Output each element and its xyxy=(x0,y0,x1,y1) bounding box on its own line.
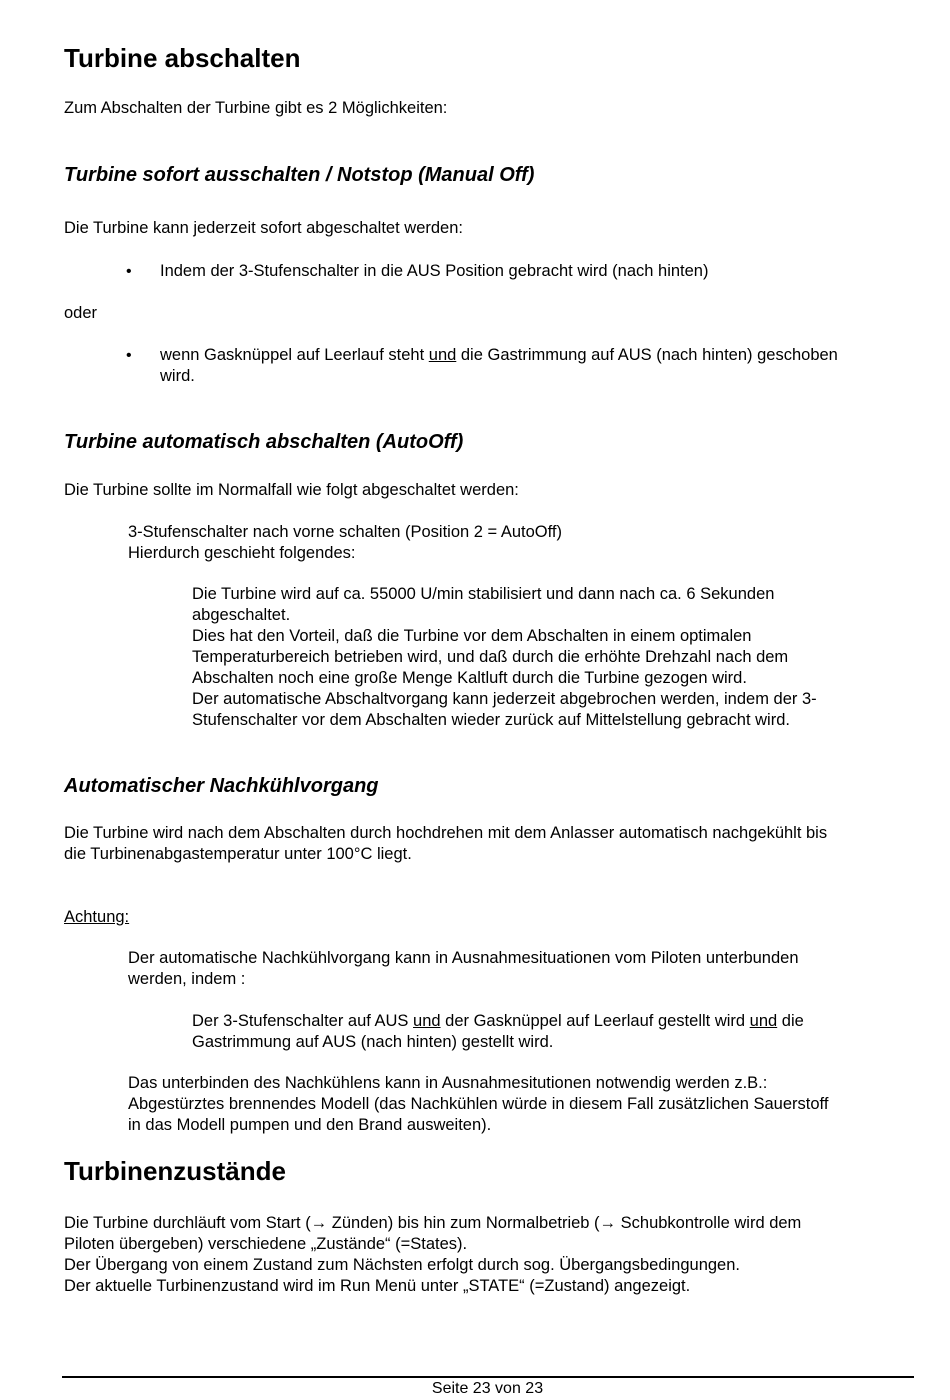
attention-text xyxy=(128,948,799,990)
manual-off-intro: Die Turbine kann jederzeit sofort abgeschaltet werden: xyxy=(64,219,463,237)
paragraph-line: Der aktuelle Turbinenzustand wird im Run Menü unter „STATE“ (=Zustand) angezeigt. xyxy=(64,1277,691,1295)
text-span: der Gasknüppel auf Leerlauf gestellt wird xyxy=(440,1012,750,1030)
detail-line: abgeschaltet. xyxy=(192,606,291,624)
page-number: Seite 23 von 23 xyxy=(431,1380,544,1397)
heading-auto-off: Turbine automatisch abschalten (AutoOff) xyxy=(64,431,464,453)
paragraph-line: Der Übergang von einem Zustand zum Nächsten erfolgt durch sog. Übergangsbedingungen. xyxy=(64,1256,740,1274)
text-span: wenn Gasknüppel auf Leerlauf steht xyxy=(160,346,429,364)
bullet-item-switch xyxy=(126,261,886,282)
detail-line: Stufenschalter vor dem Abschalten wieder zurück auf Mittelstellung gebracht wird. xyxy=(192,711,790,729)
text-span: die Gastrimmung auf AUS (nach hinten) geschoben xyxy=(456,346,838,364)
section-intro: Zum Abschalten der Turbine gibt es 2 Möglichkeiten: xyxy=(64,99,448,117)
heading-manual-off: Turbine sofort ausschalten / Notstop (Manual Off) xyxy=(64,164,535,186)
step-line: 3-Stufenschalter nach vorne schalten (Position 2 = AutoOff) xyxy=(128,523,562,541)
paragraph-line xyxy=(192,1011,804,1032)
bullet-icon: • xyxy=(126,263,132,280)
paragraph-line: in das Modell pumpen und den Brand ausweiten). xyxy=(128,1116,492,1134)
text-span: Der 3-Stufenschalter auf AUS xyxy=(192,1012,414,1030)
paragraph-line: Piloten übergeben) verschiedene „Zustände“ (=States). xyxy=(64,1235,468,1253)
paragraph-line: Die Turbine wird nach dem Abschalten durch hochdrehen mit dem Anlasser automatisch nachgekühlt bis xyxy=(64,824,828,842)
auto-off-details xyxy=(192,584,817,731)
underlined-text: und xyxy=(428,346,457,364)
or-text: oder xyxy=(64,304,98,322)
cooldown-paragraph xyxy=(64,823,914,865)
paragraph-line: Abgestürztes brennendes Modell (das Nachkühlen würde in diesem Fall zusätzlichen Sauerstoff xyxy=(128,1095,829,1113)
paragraph-line: werden, indem : xyxy=(128,970,246,988)
detail-line: Der automatische Abschaltvorgang kann jederzeit abgebrochen werden, indem der 3- xyxy=(192,690,817,708)
auto-off-intro: Die Turbine sollte im Normalfall wie folgt abgeschaltet werden: xyxy=(64,481,519,499)
footer-divider xyxy=(62,1376,914,1378)
bullet-text: Indem der 3-Stufenschalter in die AUS Position gebracht wird (nach hinten) xyxy=(160,262,709,280)
section-title-turbine-abschalten: Turbine abschalten xyxy=(64,43,301,73)
bullet-icon: • xyxy=(126,347,132,364)
states-paragraph xyxy=(64,1213,904,1297)
bullet-text xyxy=(160,345,886,387)
paragraph-line: die Turbinenabgastemperatur unter 100°C liegt. xyxy=(64,845,412,863)
attention-condition xyxy=(192,1011,804,1053)
attention-label: Achtung: xyxy=(64,908,130,926)
attention-note xyxy=(128,1073,928,1136)
text-span: die xyxy=(777,1012,804,1030)
underlined-text: und xyxy=(749,1012,778,1030)
paragraph-line: Das unterbinden des Nachkühlens kann in Ausnahmesitutionen notwendig werden z.B.: xyxy=(128,1074,768,1092)
paragraph-line: Die Turbine durchläuft vom Start (→ Zünden) bis hin zum Normalbetrieb (→ Schubkontrolle wird dem xyxy=(64,1214,802,1232)
detail-line: Dies hat den Vorteil, daß die Turbine vor dem Abschalten in einem optimalen xyxy=(192,627,752,645)
paragraph-line: Der automatische Nachkühlvorgang kann in Ausnahmesituationen vom Piloten unterbunden xyxy=(128,949,799,967)
auto-off-step xyxy=(128,522,562,564)
underlined-text: und xyxy=(413,1012,441,1030)
detail-line: Temperaturbereich betrieben wird, und daß durch die erhöhte Drehzahl nach dem xyxy=(192,648,789,666)
detail-line: Die Turbine wird auf ca. 55000 U/min stabilisiert und dann nach ca. 6 Sekunden xyxy=(192,585,775,603)
text-span: wird. xyxy=(160,367,195,385)
step-line: Hierdurch geschieht folgendes: xyxy=(128,544,356,562)
paragraph-line: Gastrimmung auf AUS (nach hinten) gestellt wird. xyxy=(192,1033,554,1051)
heading-cooldown: Automatischer Nachkühlvorgang xyxy=(64,775,379,797)
detail-line: Abschalten noch eine große Menge Kaltluft durch die Turbine gezogen wird. xyxy=(192,669,747,687)
bullet-item-throttle xyxy=(126,345,886,387)
section-title-turbinenzustaende: Turbinenzustände xyxy=(64,1156,286,1186)
